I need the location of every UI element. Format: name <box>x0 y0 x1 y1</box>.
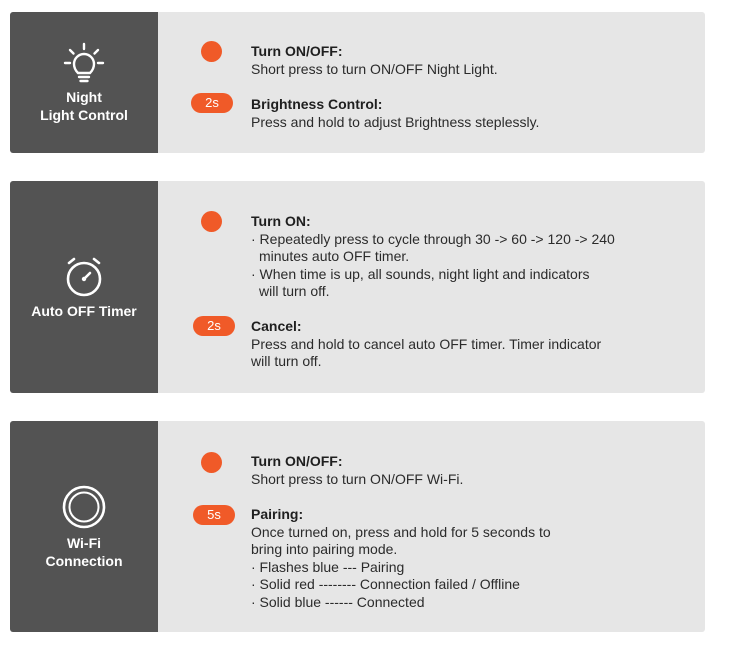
card-title: Auto OFF Timer <box>31 303 137 319</box>
pairing-entry: Pairing: Once turned on, press and hold for 5 seconds to bring into pairing mode. · Flashes blue --- Pairing · Solid red -------- Connection failed / Offline · Solid blue ------ Connected <box>251 506 551 610</box>
wifi-sidebar <box>10 421 158 632</box>
short-press-indicator <box>201 41 222 62</box>
hold-duration-badge: 2s <box>193 316 235 336</box>
turn-on-off-entry: Turn ON/OFF: Short press to turn ON/OFF Wi-Fi. <box>251 453 464 487</box>
wifi-button-icon <box>61 484 107 530</box>
short-press-indicator <box>201 211 222 232</box>
auto-off-timer-card <box>10 181 705 393</box>
timer-icon <box>62 254 106 298</box>
hold-duration-badge: 2s <box>191 93 233 113</box>
night-light-card <box>10 12 705 153</box>
turn-on-entry: Turn ON: · Repeatedly press to cycle through 30 -> 60 -> 120 -> 240 minutes auto OFF timer. · When time is up, all sounds, night light and indicators will turn off. <box>251 213 615 299</box>
lightbulb-icon <box>62 42 106 84</box>
card-title: Night Light Control <box>40 88 128 123</box>
cancel-entry: Cancel: Press and hold to cancel auto OFF timer. Timer indicator will turn off. <box>251 318 602 369</box>
turn-on-off-entry: Turn ON/OFF: Short press to turn ON/OFF Night Light. <box>251 43 498 77</box>
brightness-control-entry: Brightness Control: Press and hold to adjust Brightness steplessly. <box>251 96 540 130</box>
night-light-sidebar <box>10 12 158 153</box>
wifi-connection-card <box>10 421 705 632</box>
short-press-indicator <box>201 452 222 473</box>
hold-duration-badge: 5s <box>193 505 235 525</box>
card-title: Wi-Fi Connection <box>45 534 123 569</box>
timer-sidebar <box>10 181 158 393</box>
